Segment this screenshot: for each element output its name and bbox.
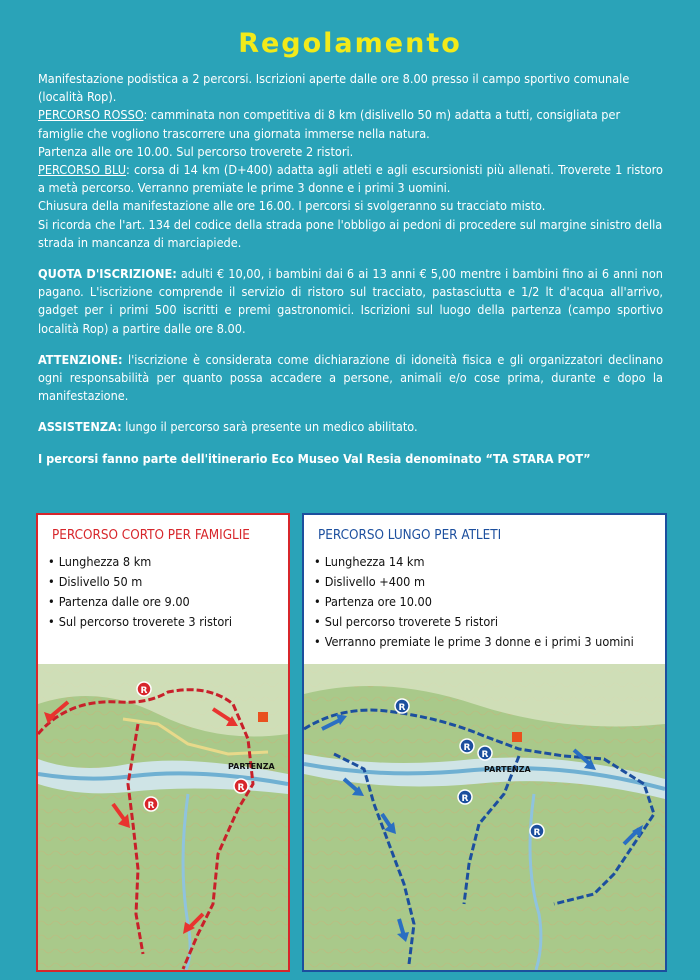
regulation-text (38, 70, 663, 468)
list-item: • Dislivello +400 m (314, 572, 665, 592)
percorso-lungo-card (302, 513, 667, 972)
list-item: • Partenza dalle ore 9.00 (48, 592, 288, 612)
map-marker-label: R (461, 794, 469, 804)
percorso-corto-card (36, 513, 290, 972)
quota-text: adulti € 10,00, i bambini dai 6 ai 13 anni € 5,00 mentre i bambini fino ai 6 anni non pagano. L'iscrizione comprende il servizio di ristoro sul tracciato, pastasciutta e 1/2 lt d'acqua all'arrivo, gadget per i primi 500 iscritti e premi gastronomici. Iscrizioni sul luogo della partenza (campo sportivo località Rop) a partire dalle ore 8.00. (38, 266, 663, 336)
itinerario-line (38, 450, 663, 468)
percorso-rosso-paragraph (38, 106, 663, 142)
assistenza-text: lungo il percorso sarà presente un medico abilitato. (121, 419, 418, 435)
map-marker-label: R (533, 828, 541, 838)
chiusura-line: Chiusura della manifestazione alle ore 16.00. I percorsi si svolgeranno su tracciato misto. (38, 198, 546, 214)
percorso-rosso-text: : camminata non competitiva di 8 km (dislivello 50 m) adatta a tutti, consigliata per famiglie che vogliono trascorrere una giornata immerse nella natura. (38, 107, 621, 141)
percorso-corto-map (38, 664, 288, 970)
attenzione-text: l'iscrizione è considerata come dichiarazione di idoneità fisica e gli organizzatori declinano ogni responsabilità per quanto possa accadere a persone, animali e/o cose prima, durante e dopo la manifestazione. (38, 351, 663, 404)
list-item: • Verranno premiate le prime 3 donne e i primi 3 uomini (314, 632, 665, 652)
percorso-rosso-label: PERCORSO ROSSO (38, 107, 144, 123)
percorso-lungo-map (304, 664, 665, 970)
attenzione-label: ATTENZIONE: (38, 351, 123, 367)
quota-label: QUOTA D'ISCRIZIONE: (38, 266, 177, 282)
list-item: • Dislivello 50 m (48, 572, 288, 592)
list-item: • Lunghezza 14 km (314, 552, 665, 572)
map-marker-label: R (481, 750, 489, 760)
intro-paragraph: Manifestazione podistica a 2 percorsi. Iscrizioni aperte dalle ore 8.00 presso il campo sportivo comunale (località Rop). (38, 71, 630, 105)
assistenza-label: ASSISTENZA: (38, 419, 122, 435)
list-item: • Partenza ore 10.00 (314, 592, 665, 612)
attenzione-paragraph (38, 351, 663, 406)
list-item: • Sul percorso troverete 5 ristori (314, 612, 665, 632)
quota-paragraph (38, 265, 663, 338)
partenza-line: Partenza alle ore 10.00. Sul percorso troverete 2 ristori. (38, 143, 354, 159)
map-marker-label: R (147, 801, 155, 811)
map-partenza-label: PARTENZA (228, 762, 275, 771)
map-marker-label: R (398, 703, 406, 713)
percorso-lungo-list (304, 552, 665, 652)
map-marker-label: R (463, 743, 471, 753)
percorso-lungo-heading: PERCORSO LUNGO PER ATLETI (318, 528, 502, 543)
list-item: • Sul percorso troverete 3 ristori (48, 612, 288, 632)
page-title: Regolamento (238, 28, 462, 59)
map-partenza-label: PARTENZA (484, 765, 531, 774)
map-marker-label: R (237, 783, 245, 793)
itinerario-text: I percorsi fanno parte dell'itinerario Eco Museo Val Resia denominato “TA STARA POT” (38, 450, 591, 466)
percorso-blu-paragraph (38, 161, 663, 197)
percorso-corto-heading: PERCORSO CORTO PER FAMIGLIE (52, 528, 250, 543)
percorso-corto-list (38, 552, 288, 632)
percorso-blu-label: PERCORSO BLU (38, 162, 127, 178)
map-marker-label: R (140, 686, 148, 696)
percorso-blu-text: : corsa di 14 km (D+400) adatta agli atleti e agli escursionisti più allenati. Troverete 1 ristoro a metà percorso. Verranno premiate le prime 3 donne e i primi 3 uomini. (38, 162, 663, 196)
assistenza-paragraph (38, 418, 663, 436)
list-item: • Lunghezza 8 km (48, 552, 288, 572)
codice-strada-line: Si ricorda che l'art. 134 del codice della strada pone l'obbligo ai pedoni di procedere sul margine sinistro della strada in mancanza di marciapiede. (38, 216, 663, 250)
